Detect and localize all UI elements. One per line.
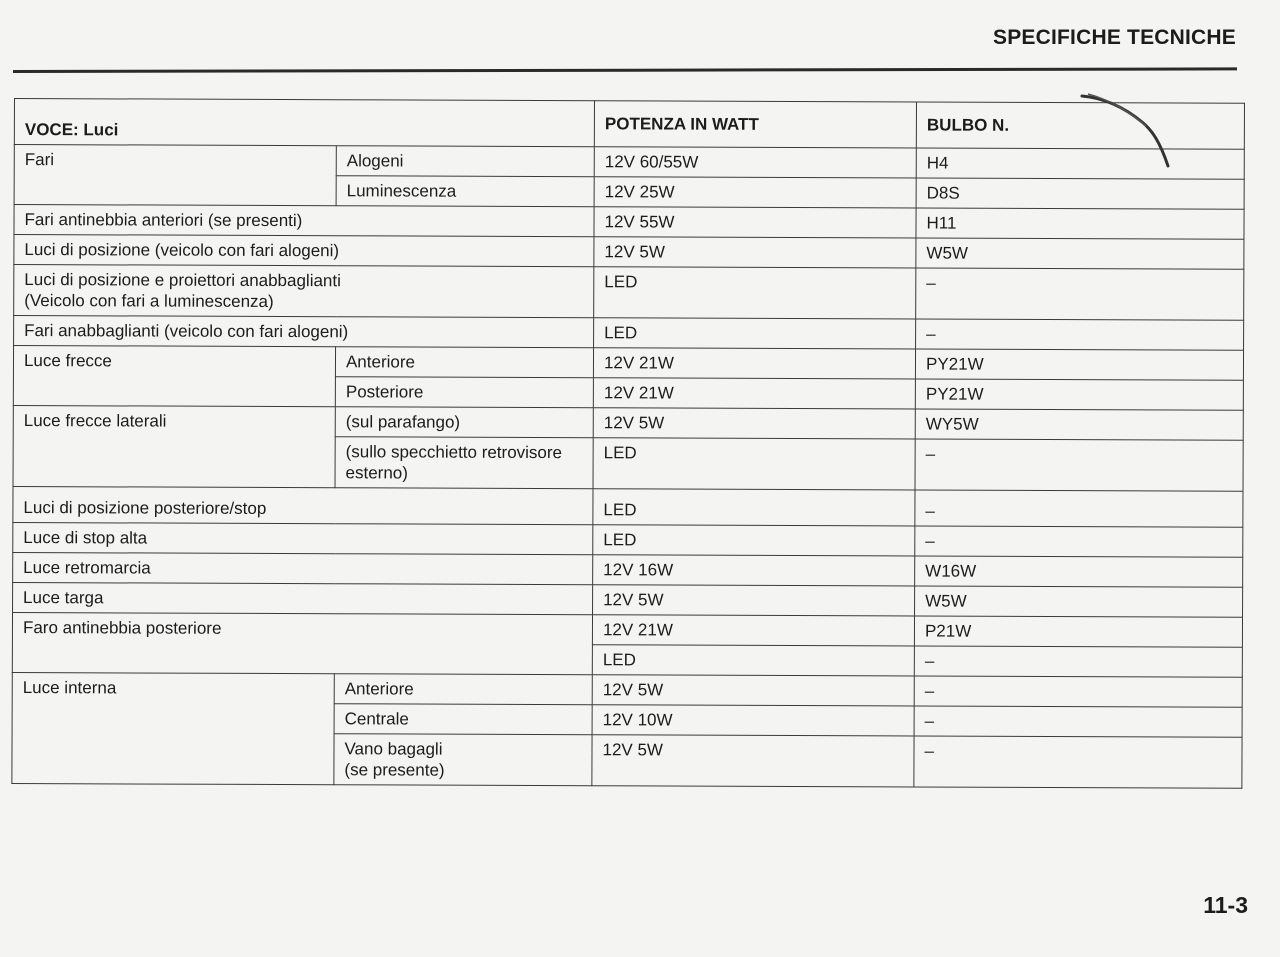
item-cell: Luci di posizione posteriore/stop — [13, 486, 593, 524]
power-cell: LED — [593, 525, 915, 556]
bulb-cell: – — [914, 736, 1242, 788]
power-cell: LED — [592, 645, 914, 676]
item-line-1: Luci di posizione e proiettori anabbaglianti — [24, 270, 341, 291]
power-cell: 12V 60/55W — [594, 147, 916, 178]
bulb-cell: – — [914, 646, 1242, 677]
table-row — [14, 235, 1244, 270]
subitem-cell: Luminescenza — [336, 176, 594, 207]
table-row — [14, 316, 1244, 351]
power-cell: 12V 5W — [592, 735, 914, 787]
power-cell: LED — [594, 267, 916, 319]
bulb-cell: W5W — [915, 586, 1243, 617]
table-row — [14, 205, 1244, 240]
item-cell: Fari — [14, 145, 336, 206]
item-cell: Faro antinebbia posteriore — [12, 612, 592, 674]
bulb-cell: WY5W — [915, 409, 1243, 440]
header-item: VOCE: Luci — [14, 99, 594, 147]
table-header-row — [14, 99, 1244, 150]
table-row — [13, 346, 1243, 381]
bulb-cell: P21W — [914, 616, 1242, 647]
power-cell: 12V 21W — [593, 348, 915, 379]
power-cell: 12V 16W — [593, 555, 915, 586]
item-cell: Luce frecce — [13, 346, 335, 407]
header-power: POTENZA IN WATT — [594, 101, 916, 148]
header-rule — [13, 67, 1237, 73]
table-row — [13, 522, 1243, 557]
table-row — [13, 486, 1243, 527]
item-cell: Luce retromarcia — [13, 552, 593, 584]
bulb-cell: PY21W — [915, 379, 1243, 410]
bulb-cell: – — [916, 319, 1244, 350]
item-cell: Luce interna — [12, 672, 334, 784]
table-row — [12, 612, 1242, 647]
bulb-cell: – — [916, 268, 1244, 320]
subitem-cell — [334, 734, 592, 786]
power-cell: LED — [593, 438, 915, 490]
power-cell: 12V 21W — [592, 615, 914, 646]
subitem-cell: Anteriore — [335, 347, 593, 378]
bulb-cell: – — [914, 676, 1242, 707]
subitem-line-2: (se presente) — [344, 760, 445, 780]
bulb-cell: – — [915, 526, 1243, 557]
subitem-line-1: (sullo specchietto retrovisore — [345, 442, 563, 463]
item-cell — [14, 265, 594, 318]
table-row — [12, 672, 1242, 707]
subitem-cell: Posteriore — [335, 377, 593, 408]
subitem-cell: (sul parafango) — [335, 407, 593, 438]
bulb-cell: PY21W — [915, 349, 1243, 380]
power-cell: 12V 5W — [594, 237, 916, 268]
power-cell: 12V 21W — [593, 378, 915, 409]
bulb-cell: – — [915, 439, 1243, 491]
power-cell: 12V 55W — [594, 207, 916, 238]
item-cell: Luce di stop alta — [13, 522, 593, 554]
table-row — [13, 552, 1243, 587]
subitem-cell: Alogeni — [336, 146, 594, 177]
bulb-cell: – — [915, 490, 1243, 527]
subitem-cell: Anteriore — [334, 674, 592, 705]
subitem-cell: Centrale — [334, 704, 592, 735]
subitem-line-1: Vano bagagli — [344, 739, 443, 759]
lights-spec-table-wrapper — [11, 98, 1244, 789]
header-bulb: BULBO N. — [916, 102, 1244, 149]
bulb-cell: W16W — [915, 556, 1243, 587]
bulb-cell: H4 — [916, 148, 1244, 179]
table-row — [14, 145, 1244, 180]
page-number: 11-3 — [1203, 892, 1248, 918]
power-cell: 12V 5W — [593, 408, 915, 439]
power-cell: 12V 5W — [592, 675, 914, 706]
table-row — [14, 265, 1244, 321]
table-row — [13, 582, 1243, 617]
item-cell: Luci di posizione (veicolo con fari alogeni) — [14, 235, 594, 267]
power-cell: 12V 10W — [592, 705, 914, 736]
power-cell: LED — [594, 318, 916, 349]
bulb-cell: D8S — [916, 178, 1244, 209]
bulb-cell: W5W — [916, 238, 1244, 269]
item-cell: Fari anabbaglianti (veicolo con fari alogeni) — [14, 316, 594, 348]
lights-spec-table — [11, 98, 1245, 789]
section-title: SPECIFICHE TECNICHE — [993, 26, 1236, 49]
item-cell: Luce frecce laterali — [13, 405, 335, 487]
item-cell: Fari antinebbia anteriori (se presenti) — [14, 205, 594, 237]
item-cell: Luce targa — [13, 582, 593, 614]
power-cell: LED — [593, 489, 915, 526]
bulb-cell: H11 — [916, 208, 1244, 239]
item-line-2: (Veicolo con fari a luminescenza) — [24, 291, 274, 311]
subitem-line-2: esterno) — [345, 463, 408, 483]
power-cell: 12V 25W — [594, 177, 916, 208]
power-cell: 12V 5W — [593, 585, 915, 616]
table-row — [13, 405, 1243, 440]
bulb-cell: – — [914, 706, 1242, 737]
subitem-cell — [335, 437, 593, 489]
